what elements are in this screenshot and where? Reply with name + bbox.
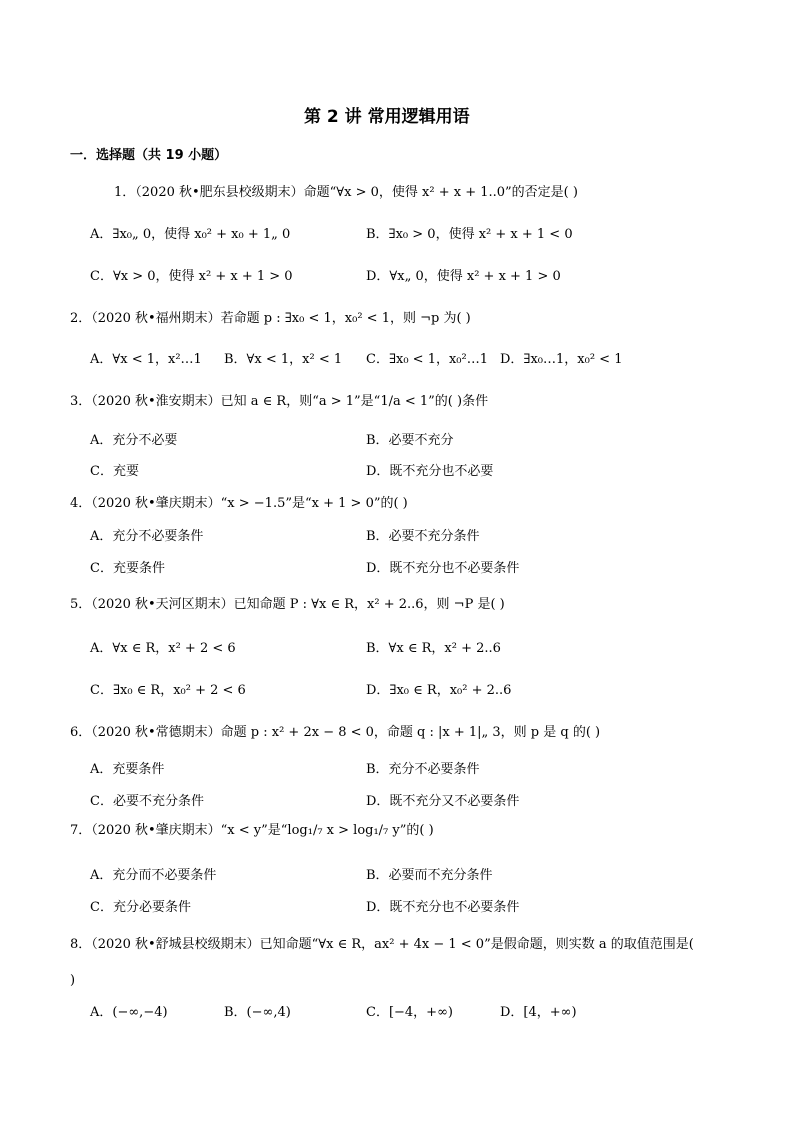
question-1-option-c: C．∀x > 0，使得 x² + x + 1 > 0 <box>90 269 293 284</box>
question-2-option-b: B．∀x < 1，x² < 1 <box>224 352 343 367</box>
question-1-option-b: B．∃x₀ > 0，使得 x² + x + 1 < 0 <box>366 227 573 242</box>
question-7-option-b: B．必要而不充分条件 <box>366 868 493 883</box>
question-2-option-a: A．∀x < 1，x²…1 <box>90 352 202 367</box>
question-6-option-c: C．必要不充分条件 <box>90 794 204 809</box>
question-3-option-d: D．既不充分也不必要 <box>366 464 494 479</box>
question-8-option-d: D．[4，+∞) <box>500 1005 577 1020</box>
question-3-option-a: A．充分不必要 <box>90 433 178 448</box>
question-7-option-d: D．既不充分也不必要条件 <box>366 900 520 915</box>
question-8-stem-continuation: ) <box>70 973 76 988</box>
question-2-stem: 2．（2020 秋•福州期末）若命题 p : ∃x₀ < 1，x₀² < 1，则 ¬p 为( ) <box>70 311 471 326</box>
question-1-option-a: A．∃x₀„ 0，使得 x₀² + x₀ + 1„ 0 <box>90 227 291 242</box>
question-6-stem: 6．（2020 秋•常德期末）命题 p : x² + 2x − 8 < 0，命题 q : |x + 1|„ 3，则 p 是 q 的( ) <box>70 725 601 740</box>
question-5-option-b: B．∀x ∈ R，x² + 2..6 <box>366 641 501 656</box>
question-4-option-b: B．必要不充分条件 <box>366 529 480 544</box>
question-8-option-a: A．(−∞,−4) <box>90 1005 168 1020</box>
question-1-option-d: D．∀x„ 0，使得 x² + x + 1 > 0 <box>366 269 561 284</box>
question-1-stem: 1．（2020 秋•肥东县校级期末）命题“∀x > 0，使得 x² + x + 1..0”的否定是( ) <box>114 185 578 200</box>
page-title: 第 2 讲 常用逻辑用语 <box>304 107 470 127</box>
question-3-option-c: C．充要 <box>90 464 139 479</box>
question-4-option-c: C．充要条件 <box>90 561 165 576</box>
question-5-option-d: D．∃x₀ ∈ R，x₀² + 2..6 <box>366 683 512 698</box>
question-7-stem: 7．（2020 秋•肇庆期末）“x < y”是“log₁/₇ x > log₁/₇ y”的( ) <box>70 823 434 838</box>
question-2-option-c: C．∃x₀ < 1，x₀²…1 <box>366 352 488 367</box>
question-3-option-b: B．必要不充分 <box>366 433 454 448</box>
question-5-option-a: A．∀x ∈ R，x² + 2 < 6 <box>90 641 236 656</box>
question-8-option-b: B．(−∞,4) <box>224 1005 291 1020</box>
question-7-option-a: A．充分而不必要条件 <box>90 868 217 883</box>
question-6-option-b: B．充分不必要条件 <box>366 762 480 777</box>
question-3-stem: 3．（2020 秋•淮安期末）已知 a ∈ R，则“a > 1”是“1/a < 1”的( )条件 <box>70 394 489 409</box>
question-2-option-d: D．∃x₀…1，x₀² < 1 <box>500 352 623 367</box>
question-6-option-d: D．既不充分又不必要条件 <box>366 794 520 809</box>
section-heading: 一．选择题（共 19 小题） <box>70 148 228 163</box>
question-7-option-c: C．充分必要条件 <box>90 900 191 915</box>
question-4-option-a: A．充分不必要条件 <box>90 529 204 544</box>
question-8-option-c: C．[−4，+∞) <box>366 1005 453 1020</box>
question-6-option-a: A．充要条件 <box>90 762 165 777</box>
question-5-option-c: C．∃x₀ ∈ R，x₀² + 2 < 6 <box>90 683 246 698</box>
question-4-option-d: D．既不充分也不必要条件 <box>366 561 520 576</box>
question-4-stem: 4．（2020 秋•肇庆期末）“x > −1.5”是“x + 1 > 0”的( ) <box>70 496 408 511</box>
question-5-stem: 5．（2020 秋•天河区期末）已知命题 P : ∀x ∈ R，x² + 2..6，则 ¬P 是( ) <box>70 597 505 612</box>
question-8-stem: 8．（2020 秋•舒城县校级期末）已知命题“∀x ∈ R，ax² + 4x − 1 < 0”是假命题，则实数 a 的取值范围是( <box>70 937 694 952</box>
